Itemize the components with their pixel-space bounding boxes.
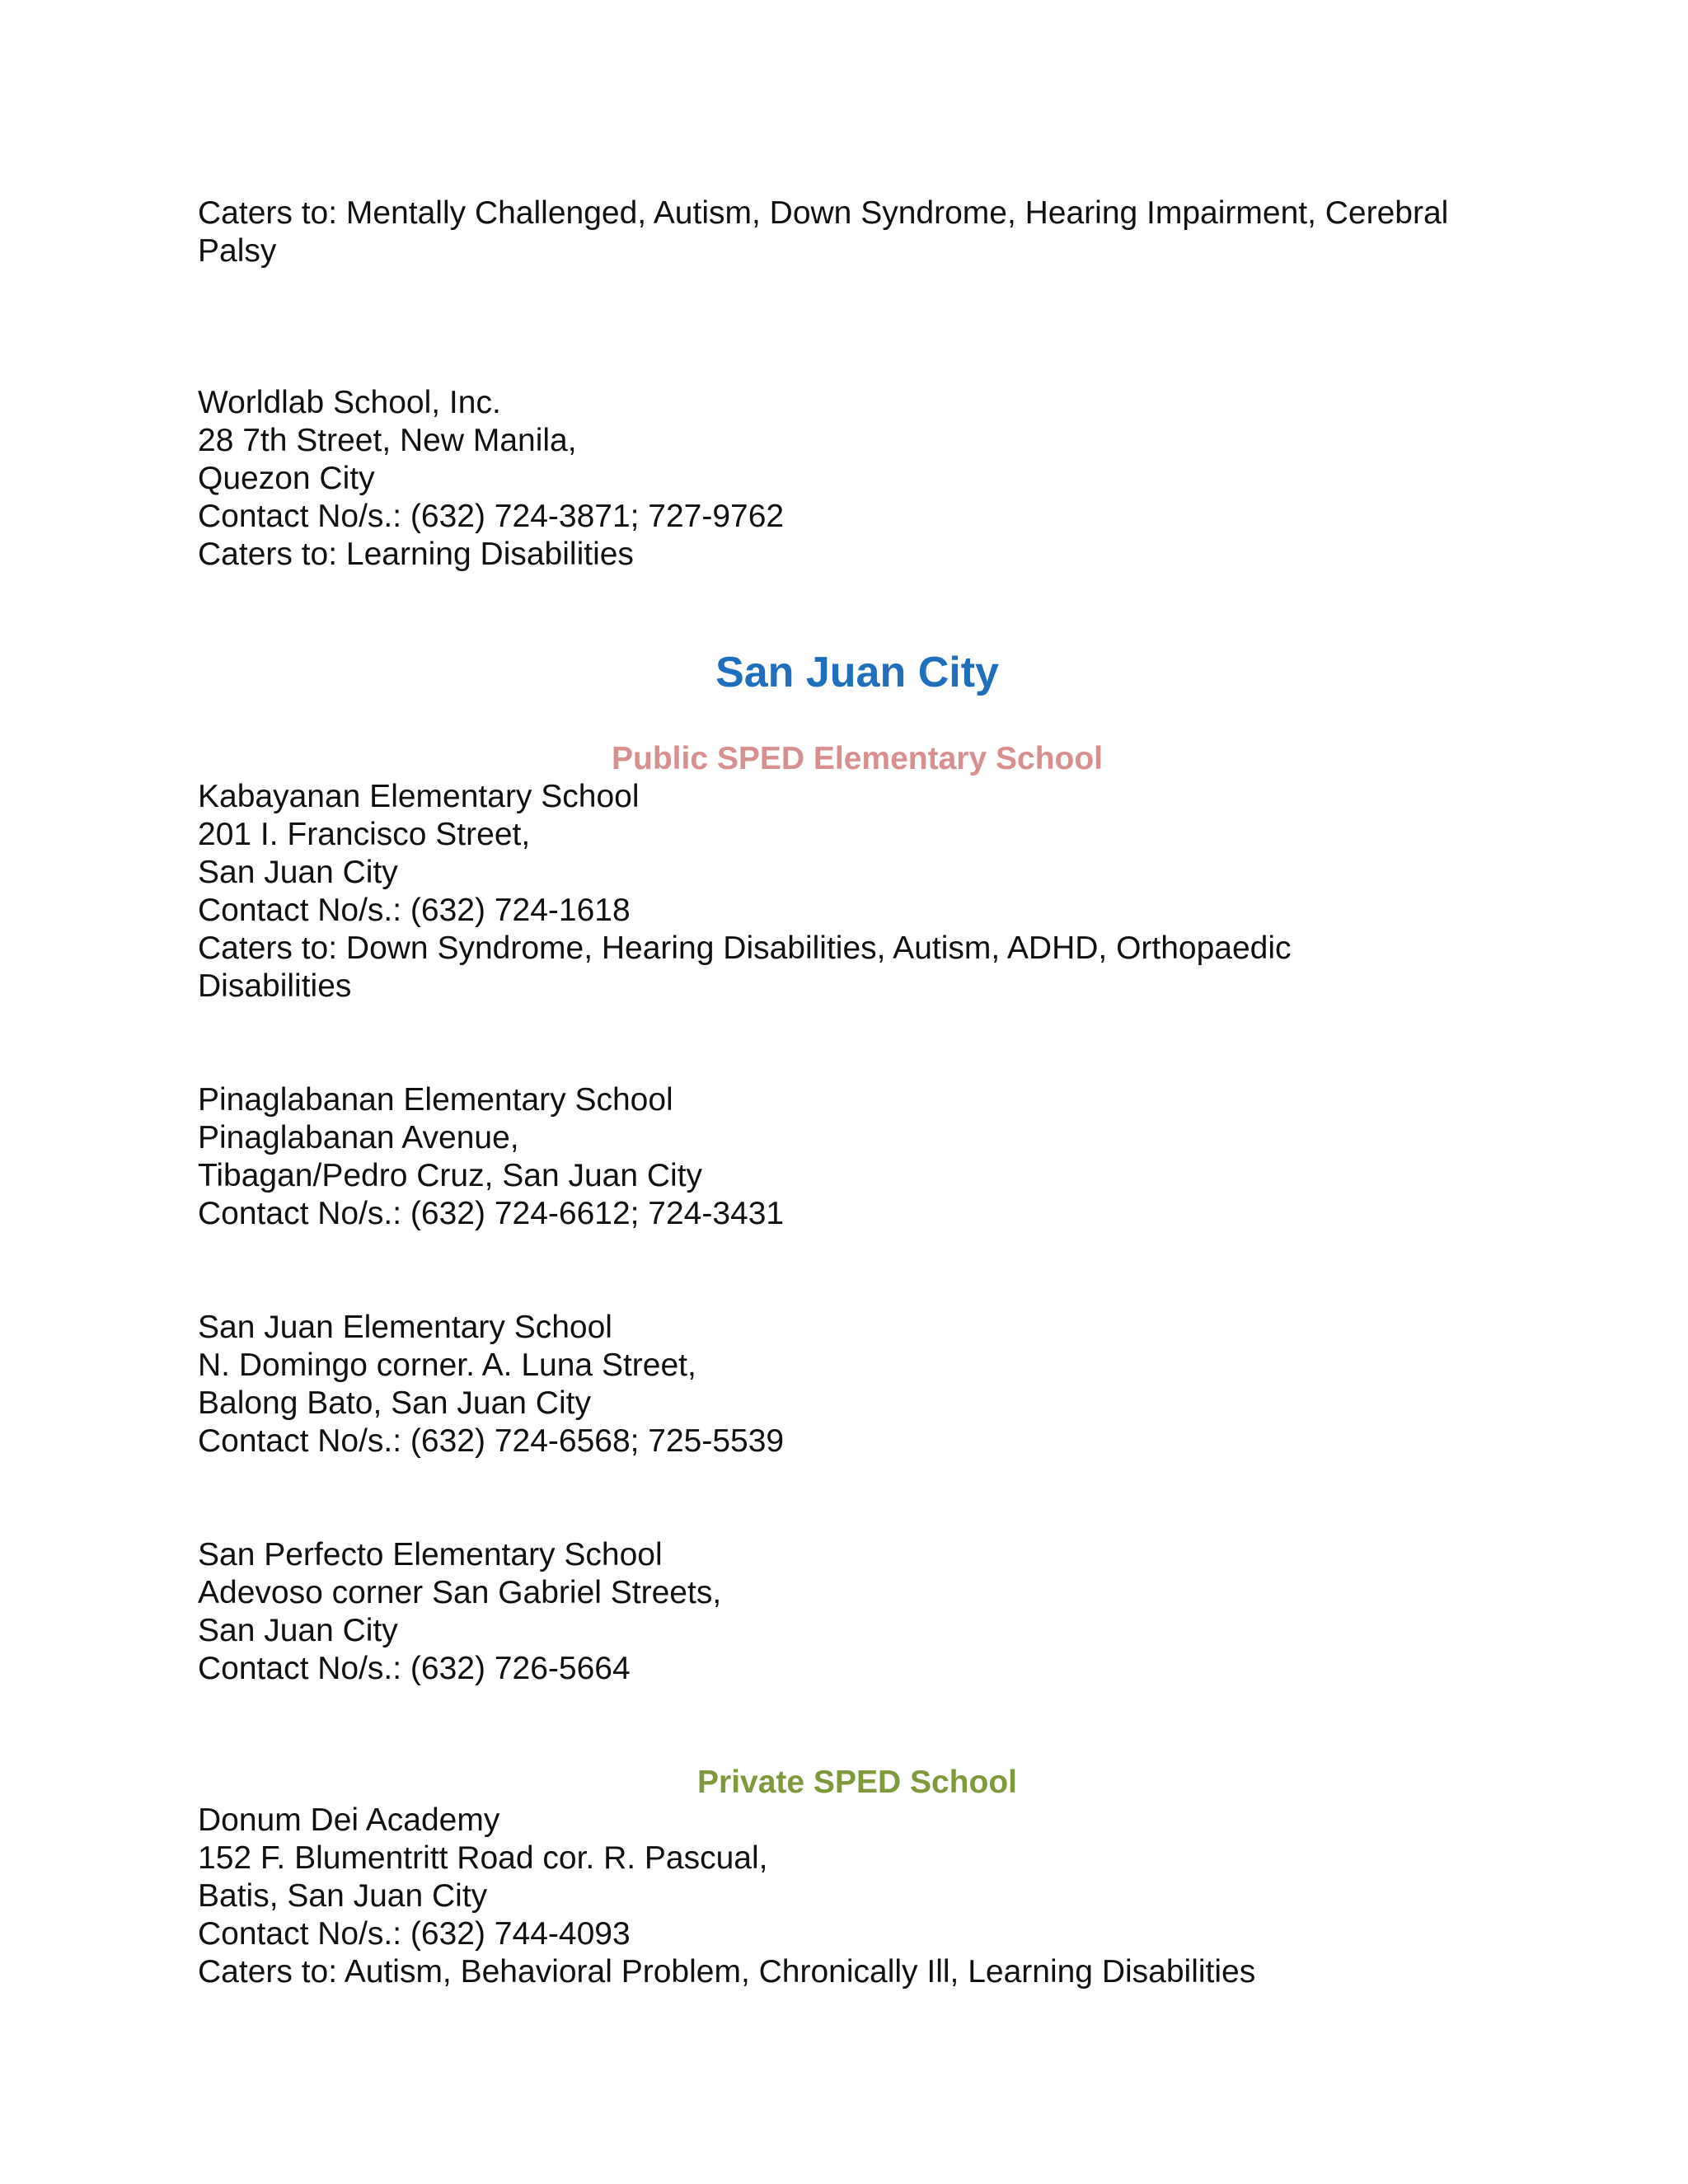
school-contact: Contact No/s.: (632) 724-6568; 725-5539 xyxy=(198,1423,785,1459)
school-name: Worldlab School, Inc. xyxy=(198,385,501,420)
school-address-line1: 152 F. Blumentritt Road cor. R. Pascual, xyxy=(198,1840,768,1876)
school-entry-donum-dei xyxy=(198,1802,1517,1991)
caters-text: Caters to: Mentally Challenged, Autism, Down Syndrome, Hearing Impairment, Cerebral Palsy xyxy=(198,195,1449,269)
school-entry-worldlab xyxy=(198,384,1517,574)
city-heading: San Juan City xyxy=(715,649,999,696)
school-address-line2: Balong Bato, San Juan City xyxy=(198,1385,591,1421)
previous-entry xyxy=(198,194,1517,270)
school-name: Donum Dei Academy xyxy=(198,1802,500,1838)
school-contact: Contact No/s.: (632) 724-1618 xyxy=(198,893,631,928)
school-name: Kabayanan Elementary School xyxy=(198,779,640,814)
school-address-line1: Pinaglabanan Avenue, xyxy=(198,1120,519,1155)
school-address-line1: N. Domingo corner. A. Luna Street, xyxy=(198,1347,696,1383)
school-address-line1: Adevoso corner San Gabriel Streets, xyxy=(198,1575,722,1610)
school-entry-kabayanan xyxy=(198,778,1517,1005)
school-address-line2: San Juan City xyxy=(198,1613,398,1648)
school-name: San Juan Elementary School xyxy=(198,1310,612,1345)
school-entry-san-juan xyxy=(198,1309,1517,1460)
private-section-heading: Private SPED School xyxy=(697,1765,1017,1800)
school-entry-pinaglabanan xyxy=(198,1081,1517,1233)
school-address-line2: Batis, San Juan City xyxy=(198,1878,488,1914)
school-contact: Contact No/s.: (632) 724-6612; 724-3431 xyxy=(198,1196,785,1231)
school-contact: Contact No/s.: (632) 744-4093 xyxy=(198,1916,631,1952)
public-section-heading: Public SPED Elementary School xyxy=(611,741,1103,776)
school-address-line1: 201 I. Francisco Street, xyxy=(198,817,531,852)
school-caters: Caters to: Down Syndrome, Hearing Disabilities, Autism, ADHD, Orthopaedic Disabilities xyxy=(198,930,1292,1004)
school-name: San Perfecto Elementary School xyxy=(198,1537,663,1572)
school-name: Pinaglabanan Elementary School xyxy=(198,1082,673,1118)
school-address-line1: 28 7th Street, New Manila, xyxy=(198,423,577,458)
school-contact: Contact No/s.: (632) 726-5664 xyxy=(198,1651,631,1686)
school-caters: Caters to: Autism, Behavioral Problem, Chronically Ill, Learning Disabilities xyxy=(198,1954,1256,1990)
document-content xyxy=(198,194,1517,1991)
school-address-line2: Tibagan/Pedro Cruz, San Juan City xyxy=(198,1158,703,1193)
school-entry-san-perfecto xyxy=(198,1536,1517,1688)
school-contact: Contact No/s.: (632) 724-3871; 727-9762 xyxy=(198,499,785,534)
school-caters: Caters to: Learning Disabilities xyxy=(198,537,634,572)
school-address-line2: Quezon City xyxy=(198,461,375,496)
school-address-line2: San Juan City xyxy=(198,855,398,890)
